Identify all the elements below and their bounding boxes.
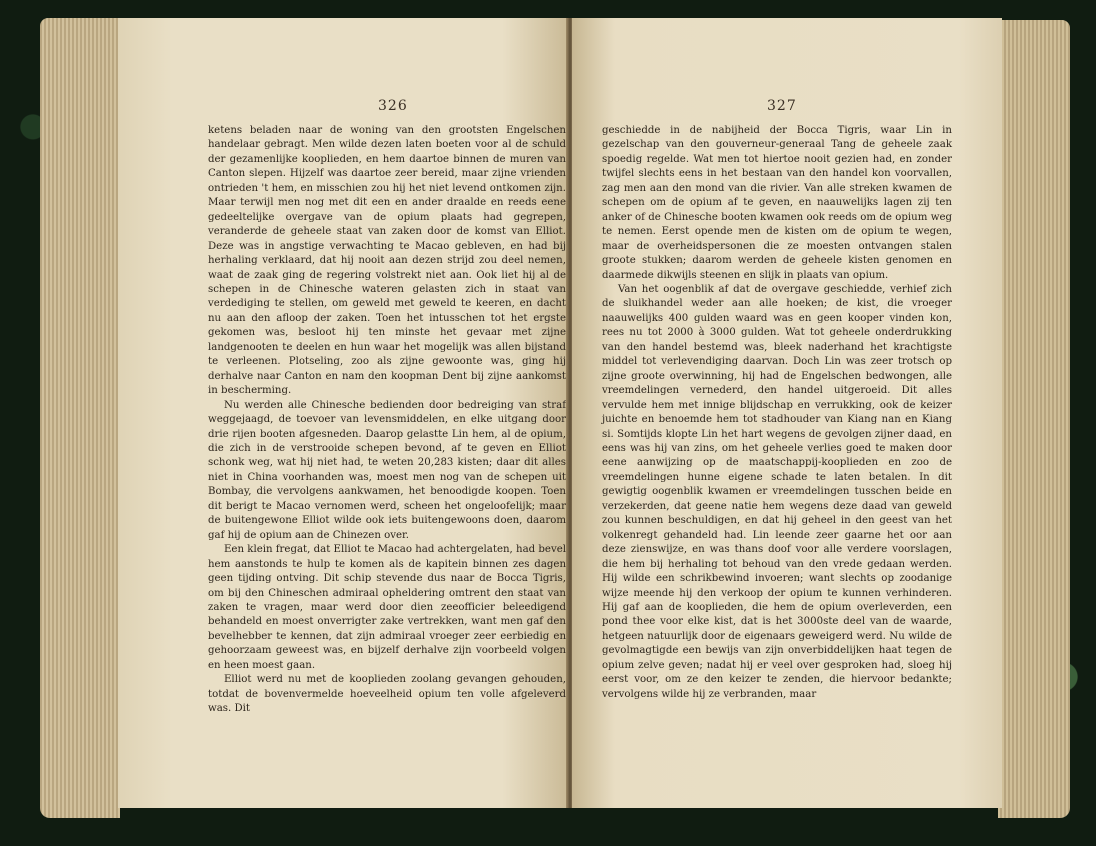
right-page-edges [998, 20, 1070, 818]
open-book [40, 18, 1070, 838]
left-paragraph-4: Elliot werd nu met de kooplieden zoolang gevangen gehouden, totdat de bovenvermelde hoeveelheid opium ten volle afgeleverd was. Dit [208, 674, 566, 715]
left-page-number: 326 [378, 98, 408, 114]
right-page-number: 327 [767, 98, 797, 114]
right-paragraph-1: geschiedde in de nabijheid der Bocca Tigris, waar Lin in gezelschap van den gouverneur-generaal Tang de geheele zaak spoedig regelde. Wat men tot hiertoe nooit gezien had, en zonder twijfel slechts eens in het bestaan van den handel kon voorvallen, zag men aan den mond van die rivier. Van alle streken kwamen de schepen om de opium af te geven, en naauwelijks lagen zij ten anker of de Chinesche booten kwamen ook reeds om de opium weg te nemen. Eerst opende men de kisten om de opium te wegen, maar de overheidspersonen die ze moesten ontvangen stalen groote stukken; daarom werden de geheele kisten genomen en daarmede dikwijls steenen en slijk in plaats van opium. [602, 125, 952, 281]
left-page-text [208, 124, 566, 717]
right-page [572, 18, 1002, 808]
left-paragraph-2: Nu werden alle Chinesche bedienden door bedreiging van straf weggejaagd, de toevoer van levensmiddelen, en elke uitgang door drie rijen booten afgesneden. Daarop gelastte Lin hem, al de opium, die zich in de verstrooide schepen bevond, af te geven en Elliot schonk weg, wat hij niet had, te weten 20,283 kisten; daar dit alles niet in China voorhanden was, moest men nog van de schepen uit Bombay, die vervolgens aankwamen, het benoodigde koopen. Toen dit berigt te Macao vernomen werd, scheen het ongeloofelijk; maar de buitengewone Elliot wilde ook iets buitengewoons doen, daarom gaf hij de opium aan de Chinezen over. [208, 399, 566, 541]
right-page-text [602, 124, 952, 702]
right-paragraph-2: Van het oogenblik af dat de overgave geschiedde, verhief zich de sluikhandel weder aan alle hoeken; de kist, die vroeger naauwelijks 400 gulden waard was en geen kooper vinden kon, rees nu tot 2000 à 3000 gulden. Wat tot geheele onderdrukking van den handel bestemd was, bleek naderhand het krachtigste middel tot verlevendiging daarvan. Doch Lin was zeer trotsch op zijne groote overwinning, hij had de Engelschen bedwongen, alle vreemdelingen vernederd, den handel uitgeroeid. Dit alles vervulde hem met innige blijdschap en verrukking, ook de keizer juichte en benoemde hem tot stadhouder van Kiang nan en Kiang si. Somtijds klopte Lin het hart wegens de gevolgen zijner daad, en eens was hij van zins, om het geheele verlies goed te maken door eene aanwijzing op de maatschappij-kooplieden en zoo de vreemdelingen hunne eigene schade te laten betalen. In dit gewigtig oogenblik kwamen er vreemdelingen tusschen beide en verzekerden, dat geene natie hem wegens deze daad van geweld zou kunnen beschuldigen, en dat hij geheel in den geest van het volkenregt gehandeld had. Lin leende zeer gaarne het oor aan deze zienswijze, en was thans doof voor alle verdere voorslagen, die hem bij herhaling tot behoud van den vrede gedaan werden. Hij wilde een schrikbewind invoeren; want slechts op zoodanige wijze meende hij den verkoop der opium te kunnen verhinderen. Hij gaf aan de kooplieden, die hem de opium overleverden, een pond thee voor elke kist, dat is het 3000ste deel van de waarde, hetgeen natuurlijk door de eigenaars geweigerd werd. Nu wilde de gevolmagtigde een bewijs van zijn onverbiddelijken haat tegen de opium zelve geven; nadat hij er veel over gesproken had, sloeg hij eerst voor, om ze den keizer te zenden, die hiervoor bedankte; vervolgens wilde hij ze verbranden, maar [602, 283, 952, 700]
left-page-edges [40, 18, 120, 818]
left-paragraph-1: ketens beladen naar de woning van den grootsten Engelschen handelaar gebragt. Men wilde dezen laten boeten voor al de schuld der gezamenlijke kooplieden, en hem daartoe binnen de muren van Canton slepen. Hijzelf was daartoe zeer bereid, maar zijne vrienden ontrieden 't hem, en misschien zou hij het niet levend ontkomen zijn. Maar terwijl men nog met dit een en ander draalde en reeds eene gedeeltelijke overgave van de opium plaats had gegrepen, veranderde de geheele staat van zaken door de komst van Elliot. Deze was in angstige verwachting te Macao gebleven, en had bij herhaling verklaard, dat hij nooit aan dezen strijd zou deel nemen, waat de zaak ging de regering volstrekt niet aan. Ook liet hij al de schepen in de Chinesche wateren gelasten zich in staat van verdediging te stellen, om geweld met geweld te keeren, en dacht nu aan den afloop der zaken. Toen het intusschen tot het ergste gekomen was, besloot hij ten minste het gevaar met zijne landgenooten te deelen en hun waar het mogelijk was allen bijstand te verleenen. Plotseling, zoo als zijne gewoonte was, ging hij derhalve naar Canton en nam den koopman Dent bij zijne aankomst in bescherming. [208, 125, 566, 397]
left-page [118, 18, 570, 808]
left-paragraph-3: Een klein fregat, dat Elliot te Macao had achtergelaten, had bevel hem aanstonds te hulp te komen als de kapitein binnen zes dagen geen tijding ontving. Dit schip stevende dus naar de Bocca Tigris, om bij den Chineschen admiraal opheldering omtrent den staat van zaken te vragen, maar werd door dien zeeofficier beleedigend behandeld en moest onverrigter zake vertrekken, want men gaf den bevelhebber te kennen, dat zijn admiraal vroeger zeer eerbiedig en gehoorzaam geweest was, en bijzelf derhalve zijn voorbeeld volgen en heen moest gaan. [208, 544, 566, 671]
